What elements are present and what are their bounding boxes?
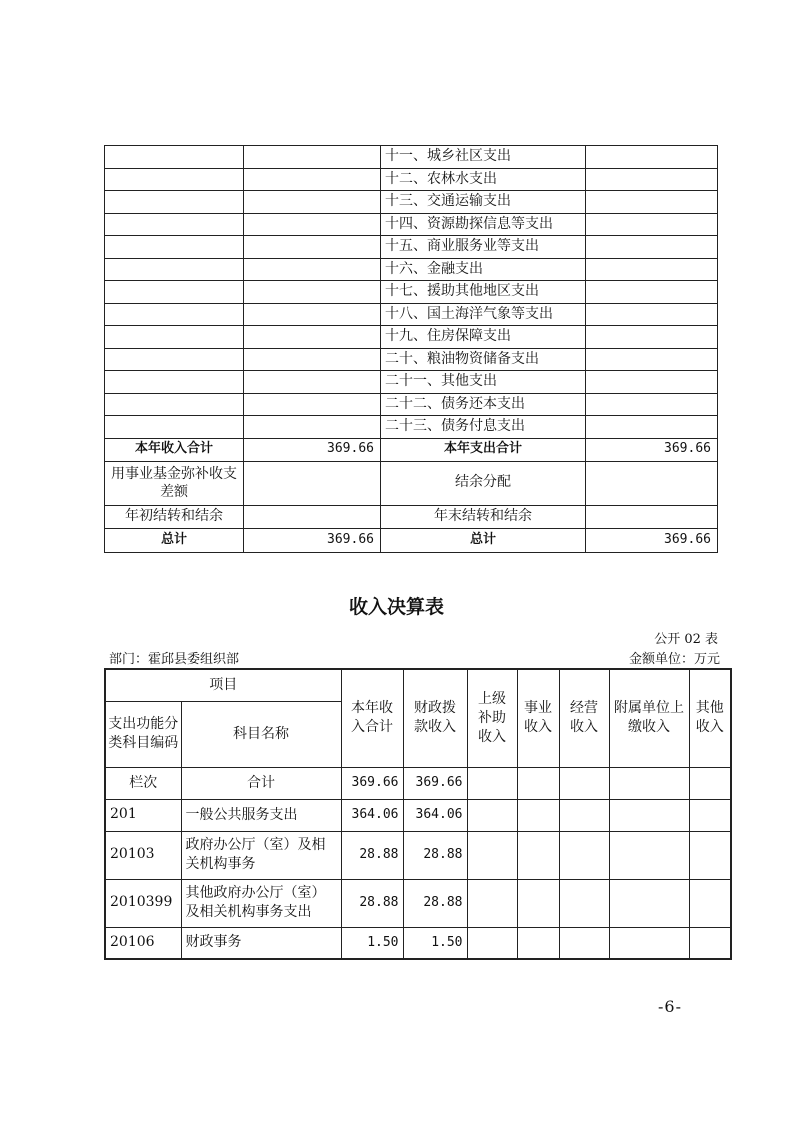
empty-cell	[105, 416, 244, 439]
income-row-other	[689, 927, 731, 959]
total-expense-value: 369.66	[586, 438, 718, 461]
header-operating: 经营收入	[559, 669, 609, 767]
income-table-title: 收入决算表	[348, 596, 444, 618]
begin-carryover-value	[244, 505, 381, 528]
income-row-code: 20106	[105, 927, 181, 959]
grand-total-label-left: 总计	[105, 528, 244, 552]
income-row-total: 28.88	[341, 879, 403, 927]
total-income-value: 369.66	[244, 438, 381, 461]
fund-value	[244, 461, 381, 505]
empty-cell	[586, 348, 718, 371]
empty-cell	[586, 281, 718, 304]
income-row-superior	[467, 879, 517, 927]
page-number: -6-	[658, 997, 682, 1016]
income-row	[105, 831, 731, 879]
fund-label: 用事业基金弥补收支差额	[105, 461, 244, 505]
income-row-superior	[467, 799, 517, 831]
empty-cell	[105, 393, 244, 416]
expense-category-label: 二十三、债务付息支出	[381, 416, 586, 439]
empty-cell	[244, 236, 381, 259]
income-row-operating	[559, 927, 609, 959]
header-subject-name: 科目名称	[181, 701, 341, 767]
header-affiliated: 附属单位上缴收入	[609, 669, 689, 767]
header-fiscal: 财政拨款收入	[403, 669, 467, 767]
grand-total-row	[105, 528, 718, 552]
empty-cell	[105, 213, 244, 236]
income-row-superior	[467, 831, 517, 879]
empty-cell	[244, 393, 381, 416]
header-superior: 上级补助收入	[467, 669, 517, 767]
empty-cell	[586, 258, 718, 281]
empty-cell	[586, 371, 718, 394]
income-row-affiliated	[609, 879, 689, 927]
expense-category-label: 十四、资源勘探信息等支出	[381, 213, 586, 236]
end-carryover-value	[586, 505, 718, 528]
income-row-business	[517, 831, 559, 879]
empty-cell	[586, 393, 718, 416]
income-table-body	[105, 767, 731, 959]
empty-cell	[105, 371, 244, 394]
empty-cell	[586, 213, 718, 236]
expense-category-label: 十一、城乡社区支出	[381, 146, 586, 169]
expense-category-row	[105, 416, 718, 439]
surplus-label: 结余分配	[381, 461, 586, 505]
total-income-label: 本年收入合计	[105, 438, 244, 461]
expense-category-row	[105, 326, 718, 349]
income-row-name: 政府办公厅（室）及相关机构事务	[181, 831, 341, 879]
income-row-code: 201	[105, 799, 181, 831]
amount-unit-label: 金额单位：万元	[628, 652, 720, 667]
empty-cell	[244, 326, 381, 349]
income-row-name: 合计	[181, 767, 341, 799]
header-project: 项目	[105, 669, 341, 701]
income-row-affiliated	[609, 767, 689, 799]
empty-cell	[105, 191, 244, 214]
empty-cell	[586, 326, 718, 349]
income-row-business	[517, 799, 559, 831]
income-row-fiscal: 28.88	[403, 879, 467, 927]
grand-total-value-left: 369.66	[244, 528, 381, 552]
income-row-other	[689, 831, 731, 879]
empty-cell	[105, 168, 244, 191]
empty-cell	[244, 348, 381, 371]
department-label: 部门：霍邱县委组织部	[109, 652, 240, 667]
income-row-affiliated	[609, 799, 689, 831]
expense-category-row	[105, 213, 718, 236]
income-row-fiscal: 28.88	[403, 831, 467, 879]
empty-cell	[105, 281, 244, 304]
income-row-name: 一般公共服务支出	[181, 799, 341, 831]
income-row-operating	[559, 831, 609, 879]
income-row-operating	[559, 767, 609, 799]
empty-cell	[105, 326, 244, 349]
empty-cell	[105, 146, 244, 169]
empty-cell	[244, 168, 381, 191]
income-row-business	[517, 879, 559, 927]
grand-total-label-right: 总计	[381, 528, 586, 552]
expense-category-row	[105, 191, 718, 214]
expense-category-label: 十九、住房保障支出	[381, 326, 586, 349]
expense-category-row	[105, 168, 718, 191]
expense-category-row	[105, 281, 718, 304]
empty-cell	[586, 416, 718, 439]
header-row-1	[105, 669, 731, 701]
income-row-superior	[467, 927, 517, 959]
expense-category-row	[105, 146, 718, 169]
income-row-business	[517, 767, 559, 799]
empty-cell	[586, 146, 718, 169]
income-row-affiliated	[609, 831, 689, 879]
expense-category-label: 十五、商业服务业等支出	[381, 236, 586, 259]
income-row	[105, 927, 731, 959]
fund-row	[105, 461, 718, 505]
expense-category-row	[105, 236, 718, 259]
empty-cell	[244, 303, 381, 326]
empty-cell	[586, 191, 718, 214]
header-other: 其他收入	[689, 669, 731, 767]
expense-category-label: 十八、国土海洋气象等支出	[381, 303, 586, 326]
income-row-total: 364.06	[341, 799, 403, 831]
expense-category-row	[105, 303, 718, 326]
expense-category-label: 十七、援助其他地区支出	[381, 281, 586, 304]
income-row-code: 2010399	[105, 879, 181, 927]
total-expense-label: 本年支出合计	[381, 438, 586, 461]
expense-category-label: 十三、交通运输支出	[381, 191, 586, 214]
empty-cell	[105, 236, 244, 259]
empty-cell	[244, 146, 381, 169]
income-row-total: 28.88	[341, 831, 403, 879]
expense-category-row	[105, 393, 718, 416]
income-row-superior	[467, 767, 517, 799]
income-row-other	[689, 767, 731, 799]
income-row-other	[689, 799, 731, 831]
expense-category-label: 十二、农林水支出	[381, 168, 586, 191]
empty-cell	[586, 303, 718, 326]
header-business: 事业收入	[517, 669, 559, 767]
income-row-other	[689, 879, 731, 927]
income-row-operating	[559, 879, 609, 927]
empty-cell	[244, 213, 381, 236]
empty-cell	[105, 303, 244, 326]
grand-total-value-right: 369.66	[586, 528, 718, 552]
empty-cell	[244, 281, 381, 304]
expense-category-row	[105, 348, 718, 371]
income-row-fiscal: 1.50	[403, 927, 467, 959]
income-final-accounts-table	[104, 668, 732, 960]
income-row	[105, 879, 731, 927]
income-row-fiscal: 364.06	[403, 799, 467, 831]
carryover-row	[105, 505, 718, 528]
income-row	[105, 767, 731, 799]
empty-cell	[105, 258, 244, 281]
continuation-table-body	[105, 146, 718, 439]
surplus-value	[586, 461, 718, 505]
expense-category-label: 十六、金融支出	[381, 258, 586, 281]
empty-cell	[244, 258, 381, 281]
header-total-income: 本年收入合计	[341, 669, 403, 767]
empty-cell	[586, 168, 718, 191]
end-carryover-label: 年末结转和结余	[381, 505, 586, 528]
income-row-affiliated	[609, 927, 689, 959]
header-func-code: 支出功能分类科目编码	[105, 701, 181, 767]
begin-carryover-label: 年初结转和结余	[105, 505, 244, 528]
income-row-business	[517, 927, 559, 959]
income-row-name: 其他政府办公厅（室）及相关机构事务支出	[181, 879, 341, 927]
empty-cell	[244, 191, 381, 214]
total-income-row	[105, 438, 718, 461]
empty-cell	[586, 236, 718, 259]
income-row-total: 369.66	[341, 767, 403, 799]
expense-category-row	[105, 371, 718, 394]
income-row-name: 财政事务	[181, 927, 341, 959]
expense-category-label: 二十一、其他支出	[381, 371, 586, 394]
empty-cell	[244, 371, 381, 394]
empty-cell	[105, 348, 244, 371]
revenue-expenditure-continuation-table	[104, 145, 718, 553]
income-row-code: 20103	[105, 831, 181, 879]
table-code: 公开 02 表	[654, 632, 718, 647]
income-row-fiscal: 369.66	[403, 767, 467, 799]
empty-cell	[244, 416, 381, 439]
income-row	[105, 799, 731, 831]
income-row-operating	[559, 799, 609, 831]
expense-category-row	[105, 258, 718, 281]
expense-category-label: 二十、粮油物资储备支出	[381, 348, 586, 371]
income-row-total: 1.50	[341, 927, 403, 959]
expense-category-label: 二十二、债务还本支出	[381, 393, 586, 416]
income-row-code: 栏次	[105, 767, 181, 799]
